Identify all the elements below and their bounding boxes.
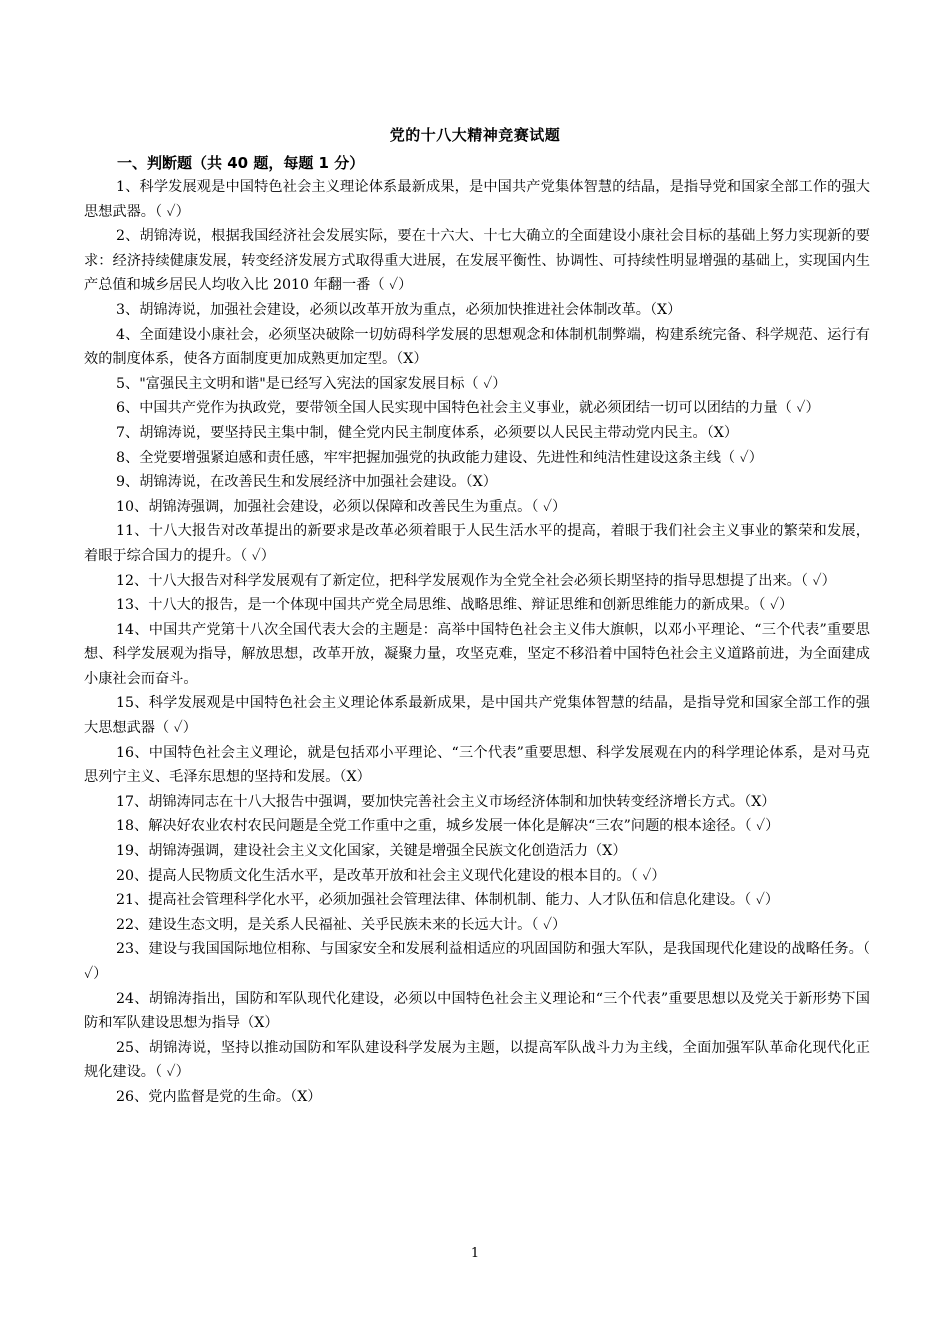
question-item: 10、胡锦涛强调，加强社会建设，必须以保障和改善民生为重点。（ ✓） <box>116 498 567 515</box>
question-item: 4、全面建设小康社会，必须坚决破除一切妨碍科学发展的思想观念和体制机制弊端，构建系统完备、科学规范、运行有效的制度体系，使各方面制度更加成熟更加定型。（X） <box>84 326 870 368</box>
question-item: 7、胡锦涛说，要坚持民主集中制，健全党内民主制度体系，必须要以人民民主带动党内民主。（X） <box>116 424 739 441</box>
question-item: 18、解决好农业农村农民问题是全党工作重中之重，城乡发展一体化是解决“三农”问题的根本途径。（ ✓） <box>116 818 780 835</box>
section-heading: 一、判断题（共 40 题，每题 1 分） <box>117 154 365 172</box>
question-item: 20、提高人民物质文化生活水平，是改革开放和社会主义现代化建设的根本目的。（ ✓） <box>116 867 666 884</box>
question-item: 23、建设与我国国际地位相称、与国家安全和发展利益相适应的巩固国防和强大军队，是我国现代化建设的战略任务。（ ✓） <box>84 941 870 982</box>
page-number: 1 <box>470 1246 480 1261</box>
question-item: 24、胡锦涛指出，国防和军队现代化建设，必须以中国特色社会主义理论和“三个代表”重要思想以及党关于新形势下国防和军队建设思想为指导（X） <box>84 990 870 1032</box>
question-item: 26、党内监督是党的生命。（X） <box>116 1088 322 1105</box>
question-item: 5、"富强民主文明和谐"是已经写入宪法的国家发展目标（ ✓） <box>116 375 507 392</box>
question-item: 17、胡锦涛同志在十八大报告中强调，要加快完善社会主义市场经济体制和加快转变经济增长方式。（X） <box>116 793 776 810</box>
question-item: 3、胡锦涛说，加强社会建设，必须以改革开放为重点，必须加快推进社会体制改革。（X） <box>116 301 682 318</box>
question-item: 9、胡锦涛说，在改善民生和发展经济中加强社会建设。（X） <box>116 474 497 491</box>
question-item: 12、十八大报告对科学发展观有了新定位，把科学发展观作为全党全社会必须长期坚持的指导思想提了出来。（ ✓） <box>116 572 836 589</box>
question-item: 22、建设生态文明，是关系人民福祉、关乎民族未来的长远大计。（ ✓） <box>116 916 567 933</box>
question-item: 15、科学发展观是中国特色社会主义理论体系最新成果，是中国共产党集体智慧的结晶，是指导党和国家全部工作的强大思想武器（ ✓） <box>84 695 870 737</box>
question-item: 19、胡锦涛强调，建设社会主义文化国家，关键是增强全民族文化创造活力（X） <box>116 843 627 860</box>
question-item: 8、全党要增强紧迫感和责任感，牢牢把握加强党的执政能力建设、先进性和纯洁性建设这条主线（ ✓） <box>116 449 763 466</box>
question-item: 11、十八大报告对改革提出的新要求是改革必须着眼于人民生活水平的提高，着眼于我们社会主义事业的繁荣和发展，着眼于综合国力的提升。（ ✓） <box>84 523 870 564</box>
question-item: 2、胡锦涛说，根据我国经济社会发展实际，要在十六大、十七大确立的全面建设小康社会目标的基础上努力实现新的要求：经济持续健康发展，转变经济发展方式取得重大进展，在发展平衡性、协调性、可持续性明显增强的基础上，实现国内生产总值和城乡居民人均收入比 2010 年翻一番（ ✓） <box>84 228 870 294</box>
question-item: 25、胡锦涛说，坚持以推动国防和军队建设科学发展为主题，以提高军队战斗力为主线，全面加强军队革命化现代化正规化建设。（ ✓） <box>84 1039 870 1081</box>
question-item: 13、十八大的报告，是一个体现中国共产党全局思维、战略思维、辩证思维和创新思维能力的新成果。（ ✓） <box>116 597 794 614</box>
document-title: 党的十八大精神竞赛试题 <box>389 126 561 144</box>
question-item: 14、中国共产党第十八次全国代表大会的主题是：高举中国特色社会主义伟大旗帜，以邓小平理论、“三个代表”重要思想、科学发展观为指导，解放思想，改革开放，凝聚力量，攻坚克难，坚定不移沿着中国特色社会主义道路前进，为全面建成小康社会而奋斗。 <box>84 621 870 687</box>
question-item: 6、中国共产党作为执政党，要带领全国人民实现中国特色社会主义事业，就必须团结一切可以团结的力量（ ✓） <box>116 400 820 417</box>
question-list <box>84 175 870 1110</box>
question-item: 1、科学发展观是中国特色社会主义理论体系最新成果，是中国共产党集体智慧的结晶，是指导党和国家全部工作的强大思想武器。（ ✓） <box>84 179 870 220</box>
question-item: 16、中国特色社会主义理论，就是包括邓小平理论、“三个代表”重要思想、科学发展观在内的科学理论体系，是对马克思列宁主义、毛泽东思想的坚持和发展。（X） <box>84 744 870 786</box>
question-item: 21、提高社会管理科学化水平，必须加强社会管理法律、体制机制、能力、人才队伍和信息化建设。（ ✓） <box>116 892 780 909</box>
